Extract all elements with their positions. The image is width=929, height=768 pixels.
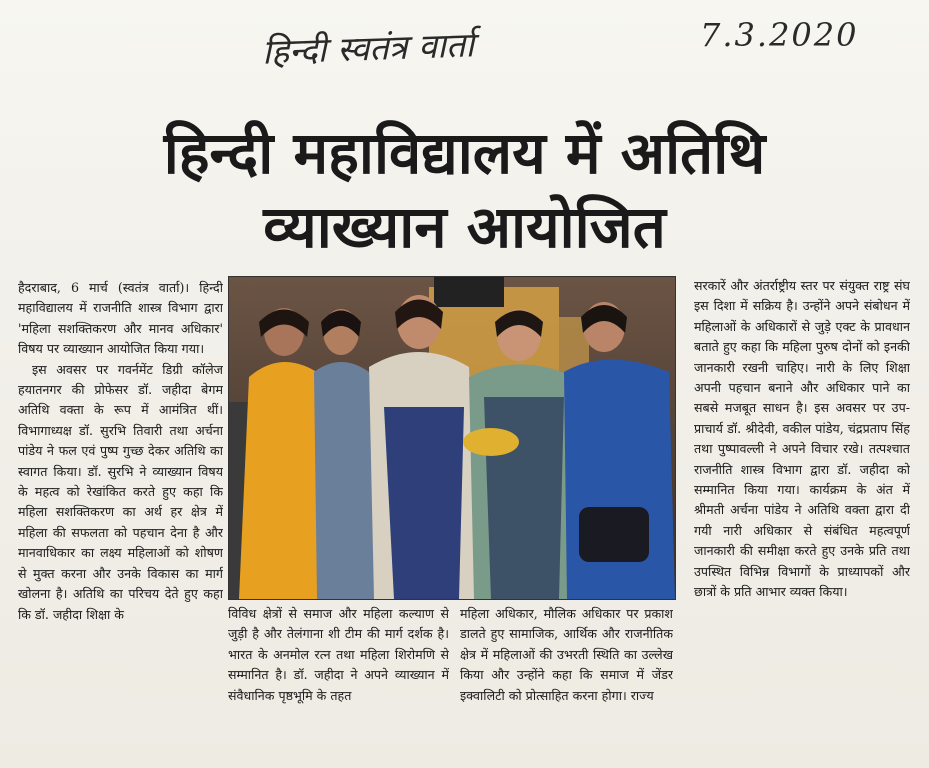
paragraph: महिला अधिकार, मौलिक अधिकार पर प्रकाश डालते हुए सामाजिक, आर्थिक और राजनीतिक क्षेत्र में महिलाओं की उभरती स्थिति का उल्लेख किया और उन्होंने कहा कि समाज में जेंडर इक्वालिटी को प्रोत्साहित करना होगा। राज्य	[460, 606, 673, 703]
article-column-right	[694, 276, 910, 760]
handwritten-masthead: हिन्दी स्वतंत्र वार्ता	[261, 25, 475, 73]
paragraph: सरकारें और अंतर्राष्ट्रीय स्तर पर संयुक्त राष्ट्र संघ इस दिशा में सक्रिय है। उन्होंने अपने संबोधन में महिलाओं के अधिकारों से जुड़े एक्ट के प्रावधान बताते हुए कहा कि महिला पुरुष दोनों को इनकी जानकारी रखनी चाहिए। नारी के लिए शिक्षा अपनी पहचान बनाने और अधिकार पाने का सबसे मजबूत साधन है। इस अवसर पर उप-प्राचार्य डॉ. श्रीदेवी, वकील पांडेय, चंद्रप्रताप सिंह तथा पुष्पावल्ली ने अपने विचार रखे। तत्पश्चात राजनीति शास्त्र विभाग द्वारा डॉ. जहीदा को सम्मानित किया गया। कार्यक्रम के अंत में श्रीमती अर्चना पांडेय ने अतिथि वक्ता द्वारा दी गयी नारी अधिकार से संबंधित महत्वपूर्ण जानकारी की समीक्षा करते हुए उनके प्रति तथा उपस्थित विभिन्न विभागों के प्राध्यापकों और छात्रों के प्रति आभार व्यक्त किया।	[694, 278, 910, 600]
handwritten-date: 7.3.2020	[700, 16, 859, 54]
article-column-middle-2	[460, 604, 673, 760]
paragraph: विविध क्षेत्रों से समाज और महिला कल्याण से जुड़ी है और तेलंगाना शी टीम की मार्ग दर्शक है। भारत के अनमोल रत्न तथा महिला शिरोमणि से सम्मानित है। डॉ. जहीदा ने अपने व्याख्यान में संवैधानिक पृष्ठभूमि के तहत	[228, 606, 449, 703]
article-column-middle-1	[228, 604, 449, 760]
paragraph: हैदराबाद, 6 मार्च (स्वतंत्र वार्ता)। हिन्दी महाविद्यालय में राजनीति शास्त्र विभाग द्वारा 'महिला सशक्तिकरण और मानव अधिकार' विषय पर व्याख्यान आयोजित किया गया।	[18, 280, 223, 357]
article-column-left	[18, 278, 223, 760]
event-photo	[228, 276, 676, 600]
group-photo-illustration	[229, 277, 675, 599]
headline-line-1: हिन्दी महाविद्यालय में अतिथि	[163, 119, 766, 187]
paragraph: इस अवसर पर गवर्नमेंट डिग्री कॉलेज हयातनगर की प्रोफेसर डॉ. जहीदा बेगम अतिथि वक्ता के रूप में आमंत्रित थीं। विभागाध्यक्ष डॉ. सुरभि तिवारी तथा अर्चना पांडेय ने फल एवं पुष्प गुच्छ देकर अतिथि का स्वागत किया। डॉ. सुरभि ने व्याख्यान विषय के महत्व को रेखांकित करते हुए कहा कि महिला सशक्तिकरण का अर्थ हर क्षेत्र में महिला की सफलता को पहचान देना है और मानवाधिकार का लक्ष्य महिलाओं को शोषण से मुक्त करना और उनके विकास का मार्ग खोलना है। अतिथि का परिचय देते हुए कहा कि डॉ. जहीदा शिक्षा के	[18, 361, 223, 622]
headline-line-2: व्याख्यान आयोजित	[263, 193, 666, 261]
